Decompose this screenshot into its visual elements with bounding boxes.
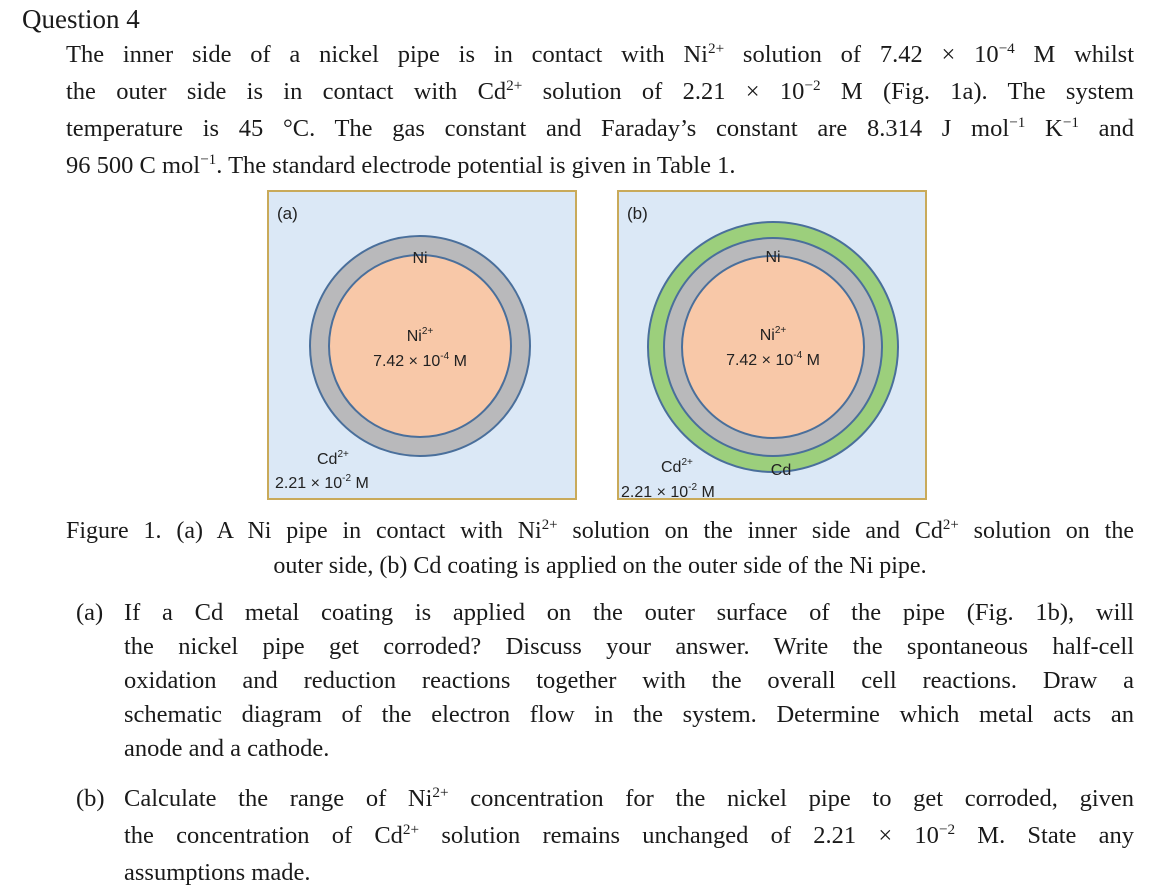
question-title: Question 4 xyxy=(22,4,140,34)
part-b-label: (b) xyxy=(76,785,105,812)
outer-concentration-label: $2.21 \times 10^{-2}$ M xyxy=(275,473,369,492)
nickel-solution-core xyxy=(329,255,511,437)
part-b-line: the concentration of $Cd^{2+}$ solution remains unchanged of $2.21 \times 10^{-2}$ M. State any xyxy=(124,820,1134,849)
panel-label: (a) xyxy=(277,204,298,223)
inner-ion-label: $Ni^{2+}$ xyxy=(759,325,787,344)
part-a-line: If a Cd metal coating is applied on the outer surface of the pipe (Fig. 1b), will xyxy=(124,599,1134,626)
part-a-line: schematic diagram of the electron flow in the system. Determine which metal acts an xyxy=(124,701,1134,728)
figure-b-panel xyxy=(617,190,927,500)
ni-ring-label: Ni xyxy=(412,250,428,267)
outer-concentration-label: $2.21 \times 10^{-2}$ M xyxy=(621,482,715,501)
inner-ion-label: $Ni^{2+}$ xyxy=(406,326,434,345)
figure-caption xyxy=(66,515,1134,582)
question-intro xyxy=(66,38,1134,186)
nickel-solution-core xyxy=(682,256,864,438)
intro-line: temperature is 45 °C. The gas constant and Faraday’s constant are 8.314 J mol$^{-1}$ $K^{-1}$ and xyxy=(66,113,1135,142)
part-a xyxy=(76,596,1134,766)
cd-coating-label: Cd xyxy=(770,462,792,479)
outer-ion-label: $Cd^{2+}$ xyxy=(661,457,693,476)
part-b-line: assumptions made. xyxy=(124,859,311,886)
part-a-line: the nickel pipe get corroded? Discuss your answer. Write the spontaneous half-cell xyxy=(124,633,1134,660)
figure-a-diagram xyxy=(269,192,579,502)
intro-line: 96 500 C mol$^{-1}$. The standard electrode potential is given in Table 1. xyxy=(66,150,736,179)
ni-ring-label: Ni xyxy=(765,249,781,266)
intro-line: The inner side of a nickel pipe is in contact with $Ni^{2+}$ solution of $7.42 \times 10^{-4}$ M whilst xyxy=(66,39,1135,68)
figure-b-diagram xyxy=(619,192,929,502)
caption-line: Figure 1. (a) A Ni pipe in contact with $Ni^{2+}$ solution on the inner side and $Cd^{2+}$ solution on the xyxy=(66,517,1134,544)
part-a-label: (a) xyxy=(76,599,104,626)
panel-label: (b) xyxy=(627,204,648,223)
caption-line: outer side, (b) Cd coating is applied on the outer side of the Ni pipe. xyxy=(273,553,927,579)
figure-a-panel xyxy=(267,190,577,500)
part-a-line: oxidation and reduction reactions together with the overall cell reactions. Draw a xyxy=(124,667,1134,694)
outer-ion-label: $Cd^{2+}$ xyxy=(317,449,349,468)
inner-concentration-label: $7.42 \times 10^{-4}$ M xyxy=(373,351,467,370)
inner-concentration-label: $7.42 \times 10^{-4}$ M xyxy=(726,350,820,369)
part-b-line: Calculate the range of $Ni^{2+}$ concentration for the nickel pipe to get corroded, given xyxy=(124,783,1134,812)
part-a-line: anode and a cathode. xyxy=(124,735,330,762)
part-b xyxy=(76,782,1134,890)
intro-line: the outer side is in contact with $Cd^{2+}$ solution of $2.21 \times 10^{-2}$ M (Fig. 1a). The system xyxy=(66,76,1134,105)
